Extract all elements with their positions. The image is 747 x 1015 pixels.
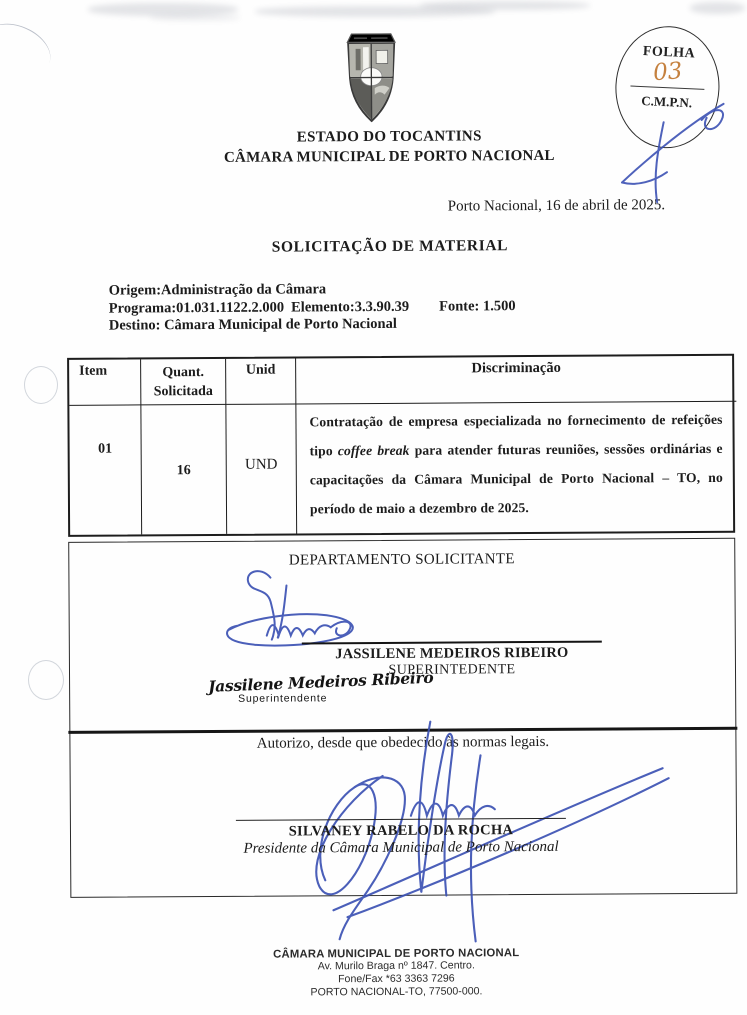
folha-underline — [630, 85, 704, 89]
col-header-quant: Quant. Solicitada — [141, 358, 226, 405]
meta-origem: Origem:Administração da Câmara — [108, 281, 327, 299]
name-stamp — [207, 667, 434, 705]
signature-line — [236, 817, 566, 857]
folha-label: FOLHA — [642, 44, 696, 62]
footer-city: PORTO NACIONAL-TO, 77500-000. — [310, 985, 483, 999]
meta-elemento: Elemento:3.3.90.39 — [291, 298, 410, 315]
signature-box — [68, 537, 737, 897]
authorization-text: Autorizo, desde que obedecido às normas legais. — [256, 733, 550, 752]
requesting-department-title: DEPARTAMENTO SOLICITANTE — [288, 550, 515, 569]
cell-quantity: 16 — [141, 404, 227, 534]
folha-number-handwritten: 03 — [652, 58, 684, 87]
request-meta — [109, 279, 746, 335]
footer-org: CÂMARA MUNICIPAL DE PORTO NACIONAL — [273, 947, 520, 961]
superintendent-name: JASSILENE MEDEIROS RIBEIRO — [335, 644, 569, 662]
cell-description — [296, 401, 737, 533]
document-title: SOLICITAÇÃO DE MATERIAL — [271, 237, 509, 256]
stamp-role-text: Superintendente — [238, 691, 328, 705]
description-italic-term: coffee break — [337, 442, 410, 458]
date-line: Porto Nacional, 16 de abril de 2025. — [447, 197, 666, 215]
stamp-name-text: Jassilene Medeiros Ribeiro — [207, 667, 434, 696]
meta-programa: Programa:01.031.1122.2.000 — [108, 299, 285, 317]
superintendent-role: SUPERINTEDENTE — [388, 661, 516, 678]
description-text: para atender futuras reuniões, sessões ordinárias e capacitações da Câmara Municipal de Porto Nacional – TO, no período de maio a dezembro de 2025. — [309, 440, 723, 516]
state-title: ESTADO DO TOCANTINS — [296, 128, 482, 146]
cell-item-number: 01 — [69, 405, 142, 534]
col-header-discriminacao: Discriminação — [296, 355, 736, 404]
president-name: SILVANEY RABELO DA ROCHA — [288, 821, 514, 840]
footer-contact-block — [3, 946, 747, 1002]
footer-address: Av. Murilo Braga nº 1847. Centro. — [317, 959, 475, 973]
meta-fonte: Fonte: 1.500 — [439, 297, 516, 315]
col-header-unid: Unid — [226, 358, 296, 404]
meta-destino: Destino: Câmara Municipal de Porto Nacional — [108, 315, 397, 334]
org-title: CÂMARA MUNICIPAL DE PORTO NACIONAL — [223, 147, 555, 166]
president-role: Presidente da Câmara Municipal de Porto Nacional — [243, 838, 559, 857]
footer-phone: Fone/Fax *63 3363 7296 — [338, 972, 455, 986]
cell-unit: UND — [226, 404, 297, 533]
description-text: Contratação de empresa especializada no fornecimento de refeições tipo — [309, 411, 723, 458]
col-header-item: Item — [69, 359, 141, 405]
coat-of-arms-icon — [330, 30, 413, 125]
folha-org-abbrev: C.M.P.N. — [641, 93, 693, 111]
material-request-table — [67, 353, 735, 536]
